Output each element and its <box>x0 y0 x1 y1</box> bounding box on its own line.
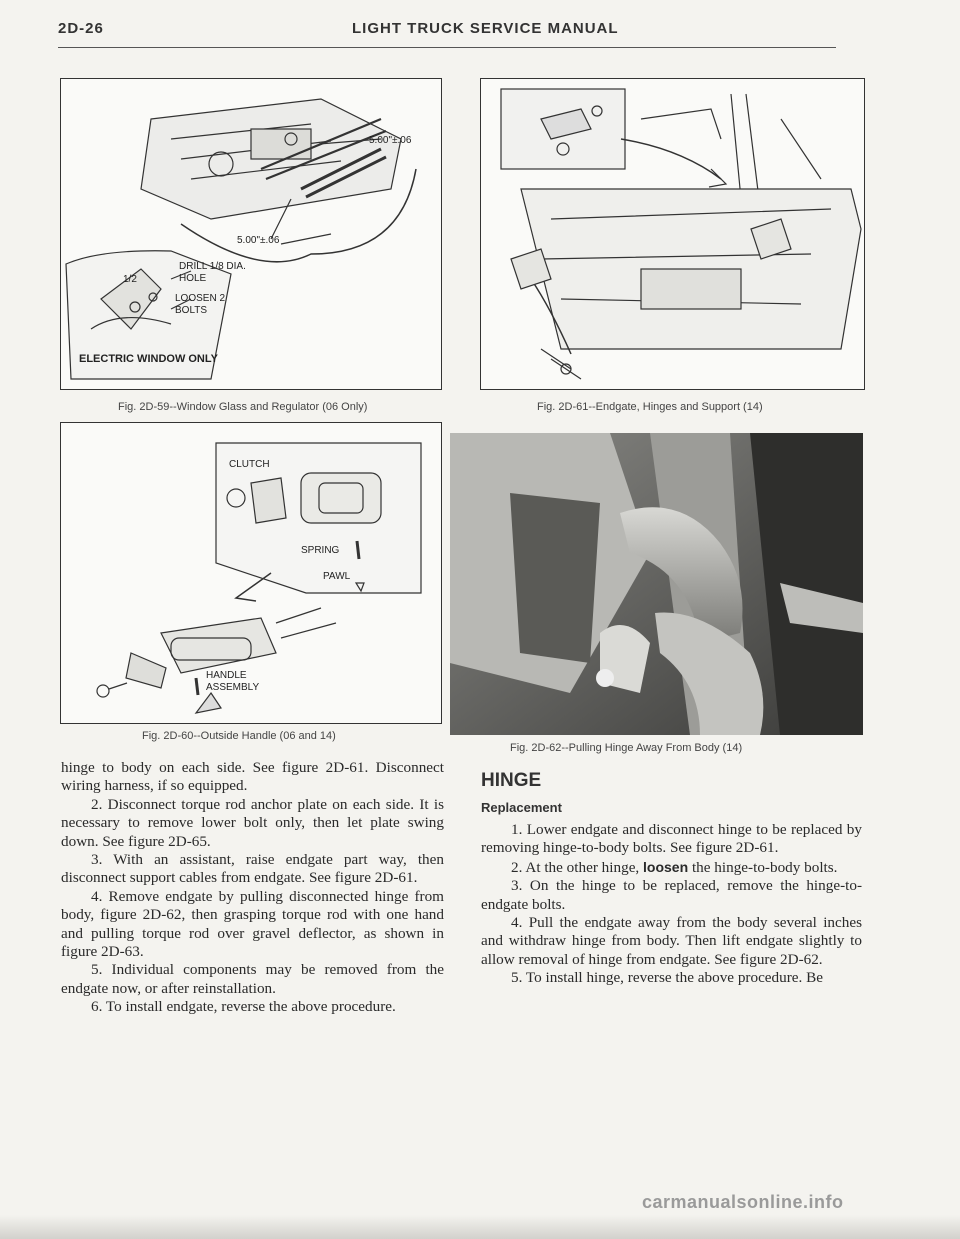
running-title: LIGHT TRUCK SERVICE MANUAL <box>352 20 619 37</box>
figure-62-photo <box>450 433 863 735</box>
step-6: 6. To install endgate, reverse the above procedure. <box>91 998 396 1016</box>
window-regulator-drawing <box>61 79 441 389</box>
page-number: 2D-26 <box>58 20 104 37</box>
half-label: 1/2 <box>123 274 137 285</box>
paragraph-continued: hinge to body on each side. See figure 2D-61. Disconnect wiring harness, if so equipped. <box>61 759 444 795</box>
page-bottom-shadow <box>0 1215 960 1239</box>
hinge-photo-image <box>450 433 863 735</box>
figure-60-caption: Fig. 2D-60--Outside Handle (06 and 14) <box>142 730 336 742</box>
loosen-label: LOOSEN 2 BOLTS <box>175 293 226 316</box>
figure-62-caption: Fig. 2D-62--Pulling Hinge Away From Body (14) <box>510 742 743 754</box>
header-rule <box>58 47 836 48</box>
figure-61-endgate <box>480 78 865 390</box>
clutch-label: CLUTCH <box>229 459 270 470</box>
subheading-replacement: Replacement <box>481 800 562 815</box>
section-heading-hinge: HINGE <box>481 770 542 791</box>
figure-60-outside-handle <box>60 422 442 724</box>
figure-61-caption: Fig. 2D-61--Endgate, Hinges and Support (14) <box>537 401 763 413</box>
hinge-step-4: 4. Pull the endgate away from the body several inches and withdraw hinge from body. Then lift endgate slightly to allow removal of hinge from endgate. See figure 2D-62. <box>481 914 862 968</box>
step-5: 5. Individual components may be removed from the endgate now, or after reinstallation. <box>61 961 444 997</box>
pawl-label: PAWL <box>323 571 351 582</box>
hinge-step-1: 1. Lower endgate and disconnect hinge to be replaced by removing hinge-to-body bolts. See figure 2D-61. <box>481 821 862 857</box>
hinge-step-5: 5. To install hinge, reverse the above procedure. Be <box>511 969 824 987</box>
step-2: 2. Disconnect torque rod anchor plate on each side. It is necessary to remove lower bolt only, then let plate swing down. See figure 2D-65. <box>61 795 444 850</box>
figure-59-window-glass <box>60 78 442 390</box>
spring-label: SPRING <box>301 545 340 556</box>
watermark: carmanualsonline.info <box>642 1192 844 1212</box>
electric-window-label: ELECTRIC WINDOW ONLY <box>79 353 218 365</box>
left-text-column <box>61 759 444 1017</box>
figure-59-caption: Fig. 2D-59--Window Glass and Regulator (06 Only) <box>118 401 368 413</box>
right-text-column <box>481 764 862 988</box>
hinge-step-2 <box>481 858 862 877</box>
hinge-step-2-bold: loosen <box>643 858 689 875</box>
hinge-step-2-pre: 2. At the other hinge, <box>511 858 644 876</box>
hinge-step-3: 3. On the hinge to be replaced, remove the hinge-to-endgate bolts. <box>481 877 862 913</box>
dim-label-top: 5.00"±.06 <box>369 135 412 146</box>
handle-assembly-label: HANDLE ASSEMBLY <box>206 670 260 693</box>
step-4: 4. Remove endgate by pulling disconnected hinge from body, figure 2D-62, then grasping torque rod with one hand and pulling torque rod over gravel deflector, as shown in figure 2D-63. <box>61 887 444 961</box>
endgate-hinges-drawing <box>481 79 864 389</box>
step-3: 3. With an assistant, raise endgate part way, then disconnect support cables from endgate. See figure 2D-61. <box>61 851 444 887</box>
drill-label: DRILL 1/8 DIA. HOLE <box>179 261 246 284</box>
dim-label-bottom: 5.00"±.06 <box>237 235 280 246</box>
hinge-step-2-post: the hinge-to-body bolts. <box>688 858 838 876</box>
